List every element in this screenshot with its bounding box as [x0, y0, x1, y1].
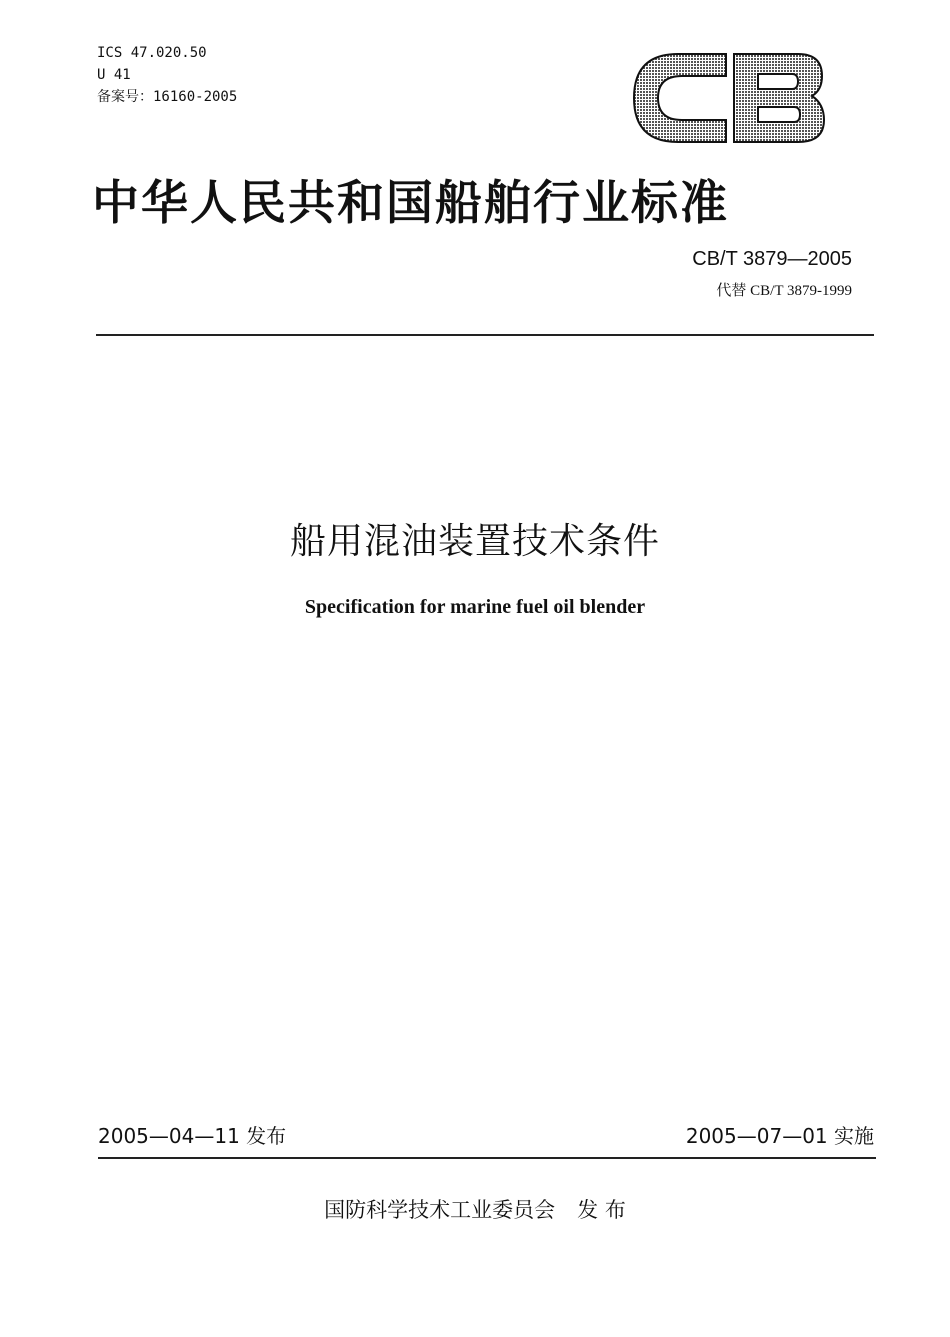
document-title-cn: 船用混油装置技术条件: [289, 521, 660, 562]
document-title-en: Specification for marine fuel oil blender: [304, 596, 646, 618]
standard-series-title: 中华人民共和国船舶行业标准: [92, 176, 729, 231]
cb-logo: [628, 46, 828, 150]
effective-date: 2005—07—01 实施: [685, 1124, 874, 1148]
metadata-block: [97, 42, 237, 108]
publisher-name: 国防科学技术工业委员会: [324, 1198, 556, 1222]
ics-code: ICS 47.020.50: [97, 45, 207, 61]
issue-date: 2005—04—11 发布: [98, 1124, 287, 1148]
classification-code: U 41: [97, 67, 131, 83]
replaces-code: 代替 CB/T 3879-1999: [716, 283, 852, 299]
filing-number: 备案号：16160-2005: [97, 89, 238, 105]
standard-code: CB/T 3879—2005: [692, 248, 852, 270]
top-divider: [96, 334, 874, 336]
publisher-line: [0, 1194, 950, 1224]
bottom-divider: [98, 1157, 876, 1159]
publish-label: 发 布: [577, 1198, 626, 1222]
